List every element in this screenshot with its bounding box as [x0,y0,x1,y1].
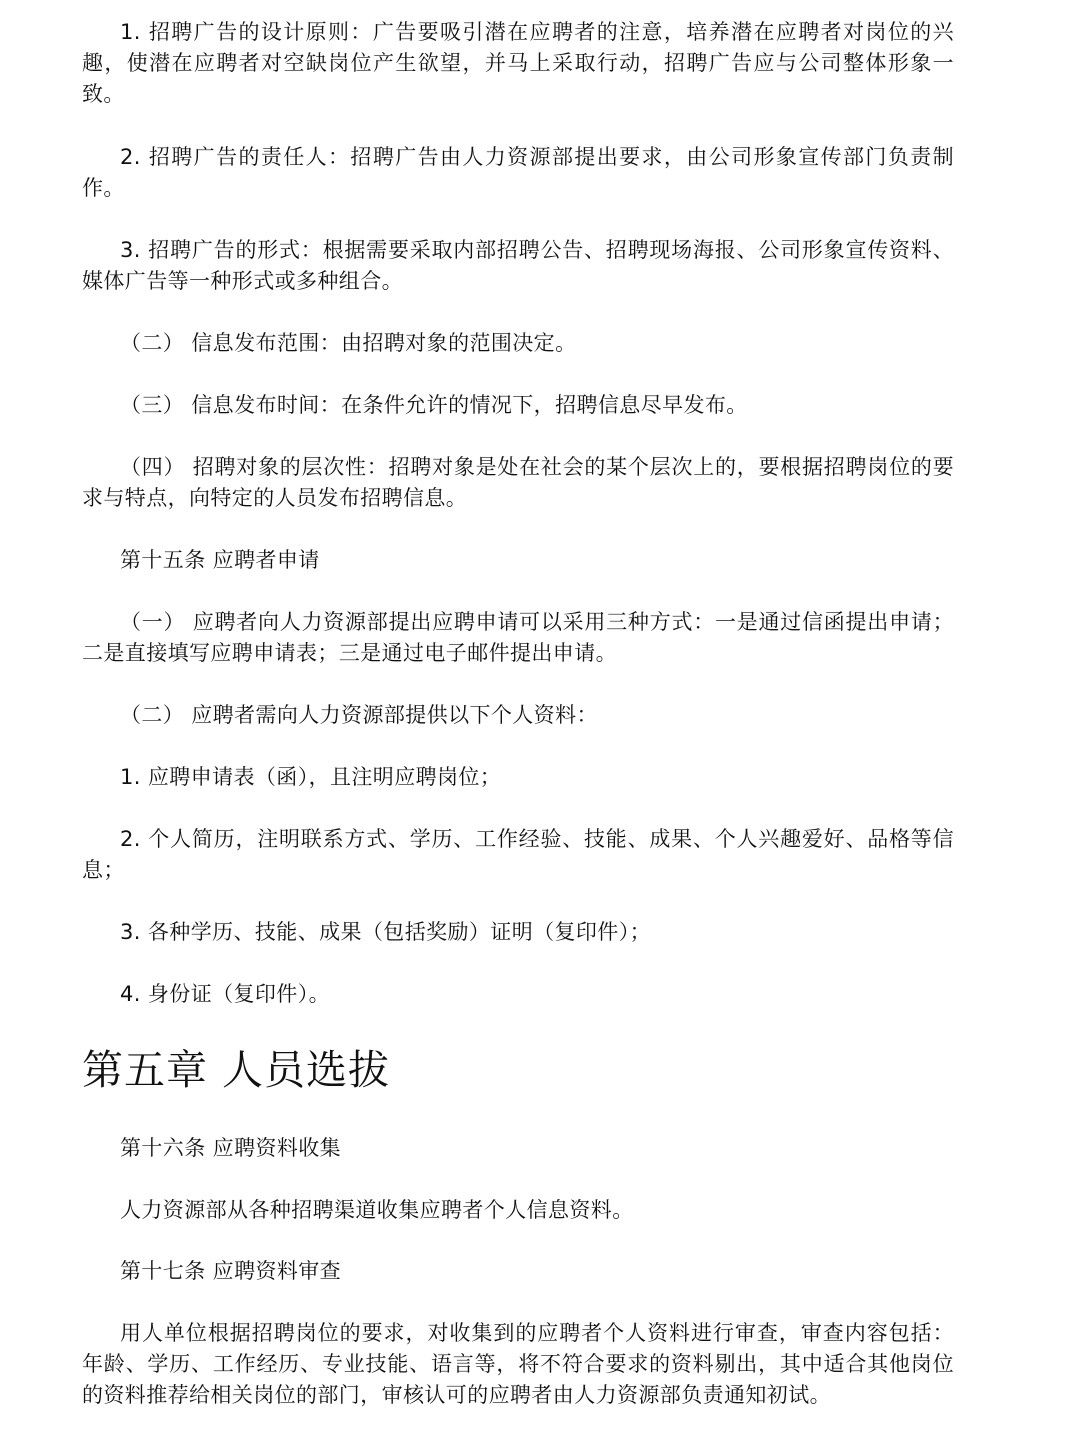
paragraph-ad-form: 3. 招聘广告的形式：根据需要采取内部招聘公告、招聘现场海报、公司形象宣传资料、媒体广告等一种形式或多种组合。 [82,238,954,293]
list-item-id-card: 4. 身份证（复印件）。 [120,982,331,1006]
paragraph-info-release-time: （三） 信息发布时间：在条件允许的情况下，招聘信息尽早发布。 [120,393,748,417]
article-16-heading: 第十六条 应聘资料收集 [120,1136,342,1160]
paragraph-application-methods: （一） 应聘者向人力资源部提出应聘申请可以采用三种方式：一是通过信函提出申请；二是直接填写应聘申请表；三是通过电子邮件提出申请。 [82,610,954,665]
paragraph-collect-materials: 人力资源部从各种招聘渠道收集应聘者个人信息资料。 [120,1198,634,1222]
paragraph-target-hierarchy: （四） 招聘对象的层次性：招聘对象是处在社会的某个层次上的，要根据招聘岗位的要求与特点，向特定的人员发布招聘信息。 [82,455,954,510]
paragraph-ad-responsible-party: 2. 招聘广告的责任人：招聘广告由人力资源部提出要求，由公司形象宣传部门负责制作。 [82,145,954,200]
paragraph-required-materials: （二） 应聘者需向人力资源部提供以下个人资料： [120,703,598,727]
list-item-certificates: 3. 各种学历、技能、成果（包括奖励）证明（复印件）； [120,920,652,944]
article-15-heading: 第十五条 应聘者申请 [120,548,320,572]
list-item-application-form: 1. 应聘申请表（函），且注明应聘岗位； [120,765,502,789]
paragraph-info-release-scope: （二） 信息发布范围：由招聘对象的范围决定。 [120,331,577,355]
paragraph-ad-design-principle: 1. 招聘广告的设计原则：广告要吸引潜在应聘者的注意，培养潜在应聘者对岗位的兴趣，使潜在应聘者对空缺岗位产生欲望，并马上采取行动，招聘广告应与公司整体形象一致。 [82,20,954,106]
paragraph-review-materials: 用人单位根据招聘岗位的要求，对收集到的应聘者个人资料进行审查，审查内容包括：年龄、学历、工作经历、专业技能、语言等，将不符合要求的资料剔出，其中适合其他岗位的资料推荐给相关岗位的部门，审核认可的应聘者由人力资源部负责通知初试。 [82,1321,954,1407]
list-item-resume: 2. 个人简历，注明联系方式、学历、工作经验、技能、成果、个人兴趣爱好、品格等信息； [82,827,954,882]
chapter-title: 第五章 人员选拔 [82,1046,391,1094]
article-17-heading: 第十七条 应聘资料审查 [120,1259,342,1283]
